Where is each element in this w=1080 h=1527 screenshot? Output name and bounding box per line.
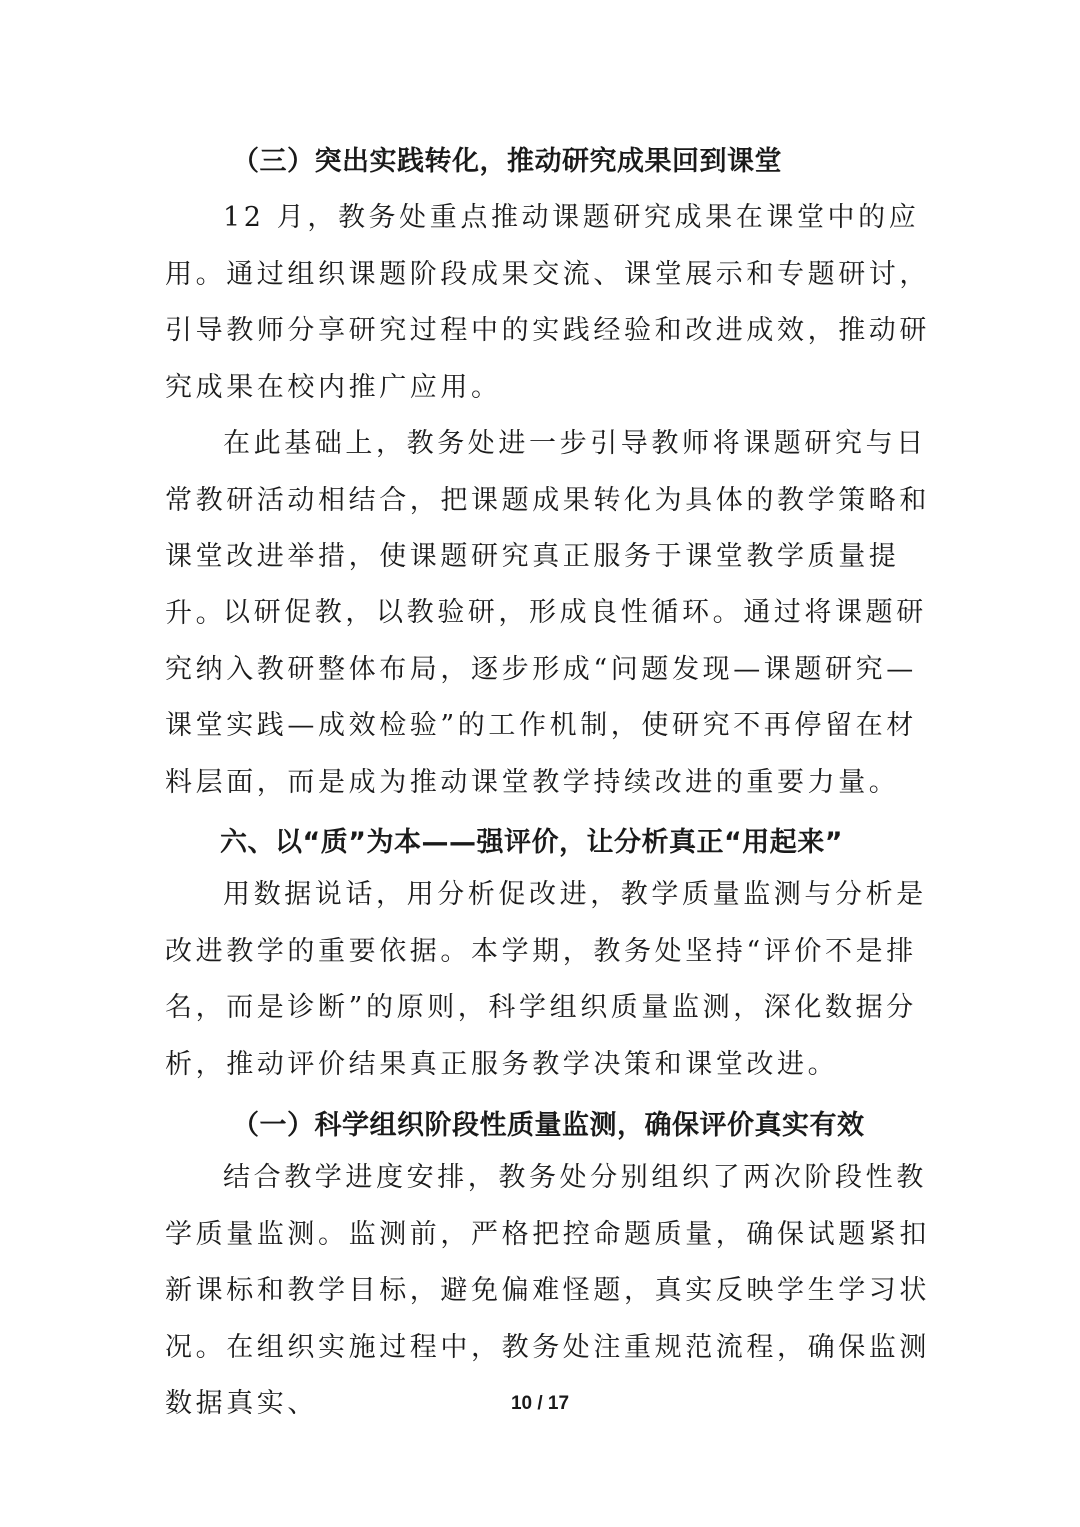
paragraph-research-application: 12 月，教务处重点推动课题研究成果在课堂中的应用。通过组织课题阶段成果交流、课堂展示和专题研讨，引导教师分享研究过程中的实践经验和改进成效，推动研究成果在校内推广应用。 [165,202,930,403]
section-heading-quality-monitoring: （一）科学组织阶段性质量监测，确保评价真实有效 [232,1110,865,1141]
chapter-heading-evaluation: 六、以“质”为本——强评价，让分析真正“用起来” [220,827,843,858]
paragraph-data-analysis: 用数据说话，用分析促改进，教学质量监测与分析是改进教学的重要依据。本学期，教务处坚持“评价不是排名，而是诊断”的原则，科学组织质量监测，深化数据分析，推动评价结果真正服务教学决策和课堂改进。 [165,879,927,1080]
paragraph-monitoring-process: 结合教学进度安排，教务处分别组织了两次阶段性教学质量监测。监测前，严格把控命题质量，确保试题紧扣新课标和教学目标，避免偏难怪题，真实反映学生学习状况。在组织实施过程中，教务处注重规范流程，确保监测数据真实、 [165,1162,930,1419]
section-heading-practice-transformation: （三）突出实践转化，推动研究成果回到课堂 [232,146,782,177]
paragraph-research-cycle: 以研促教，以教验研，形成良性循环。通过将课题研究纳入教研整体布局，逐步形成“问题发现—课题研究—课堂实践—成效检验”的工作机制，使研究不再停留在材料层面，而是成为推动课堂教学持续改进的重要力量。 [165,597,927,798]
page-number: 10 / 17 [510,1393,570,1414]
paragraph-teaching-strategy: 在此基础上，教务处进一步引导教师将课题研究与日常教研活动相结合，把课题成果转化为具体的教学策略和课堂改进举措，使课题研究真正服务于课堂教学质量提升。 [165,428,930,629]
